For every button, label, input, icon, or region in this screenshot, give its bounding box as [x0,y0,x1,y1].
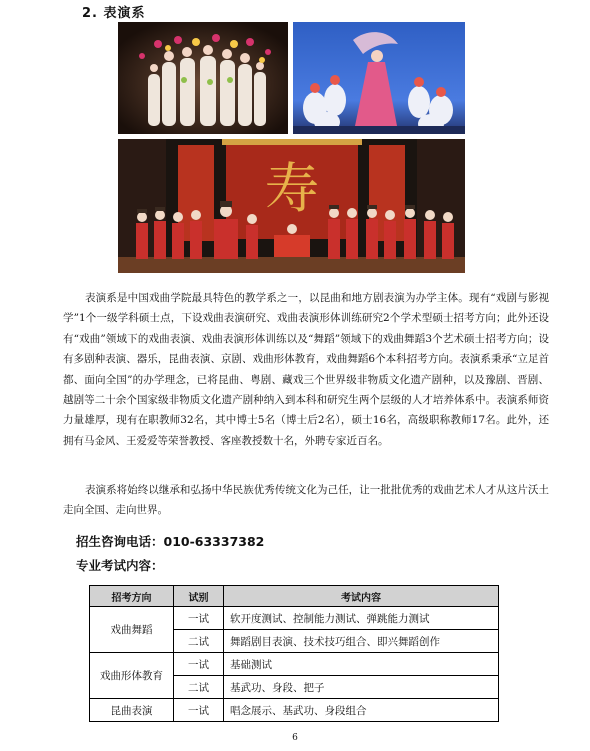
content-cell: 唱念展示、基武功、身段组合 [224,699,499,722]
performance-photo-ensemble [118,22,288,134]
round-cell: 一试 [174,653,224,676]
header-round: 试别 [174,586,224,607]
performance-photo-stage [118,139,465,273]
content-cell: 软开度测试、控制能力测试、弹跳能力测试 [224,607,499,630]
exam-content-title: 专业考试内容： [76,558,164,573]
description-paragraph-1: 表演系是中国戏曲学院最具特色的教学系之一，以昆曲和地方剧表演为办学主体。现有“戏剧与影视学”1个一级学科硕士点，下设戏曲表演研究、戏曲表演形体训练研究2个学术型硕士招考方向；此外还设有“戏曲”领域下的戏曲表演、戏曲表演形体训练以及“舞蹈”领域下的戏曲舞蹈3个艺术硕士招考方向；设有多剧种表演、器乐，昆曲表演、京剧、戏曲形体教育，戏曲舞蹈6个本科招考方向。表演系秉承“立足首都、面向全国”的办学理念，已将昆曲、粤剧、藏戏三个世界级非物质文化遗产剧种，以及豫剧、晋剧、越剧等二十余个国家级非物质文化遗产剧种纳入到本科和研究生两个层级的人才培养体系中。表演系师资力量雄厚，现有在职教师32名，其中博士5名（博士后2名），硕士16名，高级职称教师17名。此外，还拥有马金风、王爱爱等荣誉教授、客座教授数十名，外聘专家近百名。 [63,292,549,447]
direction-cell: 戏曲形体教育 [90,653,174,699]
description-paragraph-2: 表演系将始终以继承和弘扬中华民族优秀传统文化为己任，让一批批优秀的戏曲艺术人才从这片沃土走向全国、走向世界。 [63,484,549,517]
round-cell: 二试 [174,676,224,699]
section-heading: 2. 表演系 [82,6,146,21]
round-cell: 一试 [174,699,224,722]
table-row [90,699,499,722]
content-cell: 舞蹈剧目表演、技术技巧组合、即兴舞蹈创作 [224,630,499,653]
page-number: 6 [292,733,298,743]
round-cell: 二试 [174,630,224,653]
stage-backdrop-character: 寿 [265,157,319,220]
round-cell: 一试 [174,607,224,630]
direction-cell: 昆曲表演 [90,699,174,722]
exam-table [89,585,499,722]
performance-photo-dance [293,22,465,134]
content-cell: 基础测试 [224,653,499,676]
header-direction: 招考方向 [90,586,174,607]
content-cell: 基武功、身段、把子 [224,676,499,699]
header-content: 考试内容 [224,586,499,607]
table-row [90,653,499,676]
direction-cell: 戏曲舞蹈 [90,607,174,653]
table-header-row [90,586,499,607]
admission-phone: 招生咨询电话：010-63337382 [76,534,265,549]
table-row [90,607,499,630]
